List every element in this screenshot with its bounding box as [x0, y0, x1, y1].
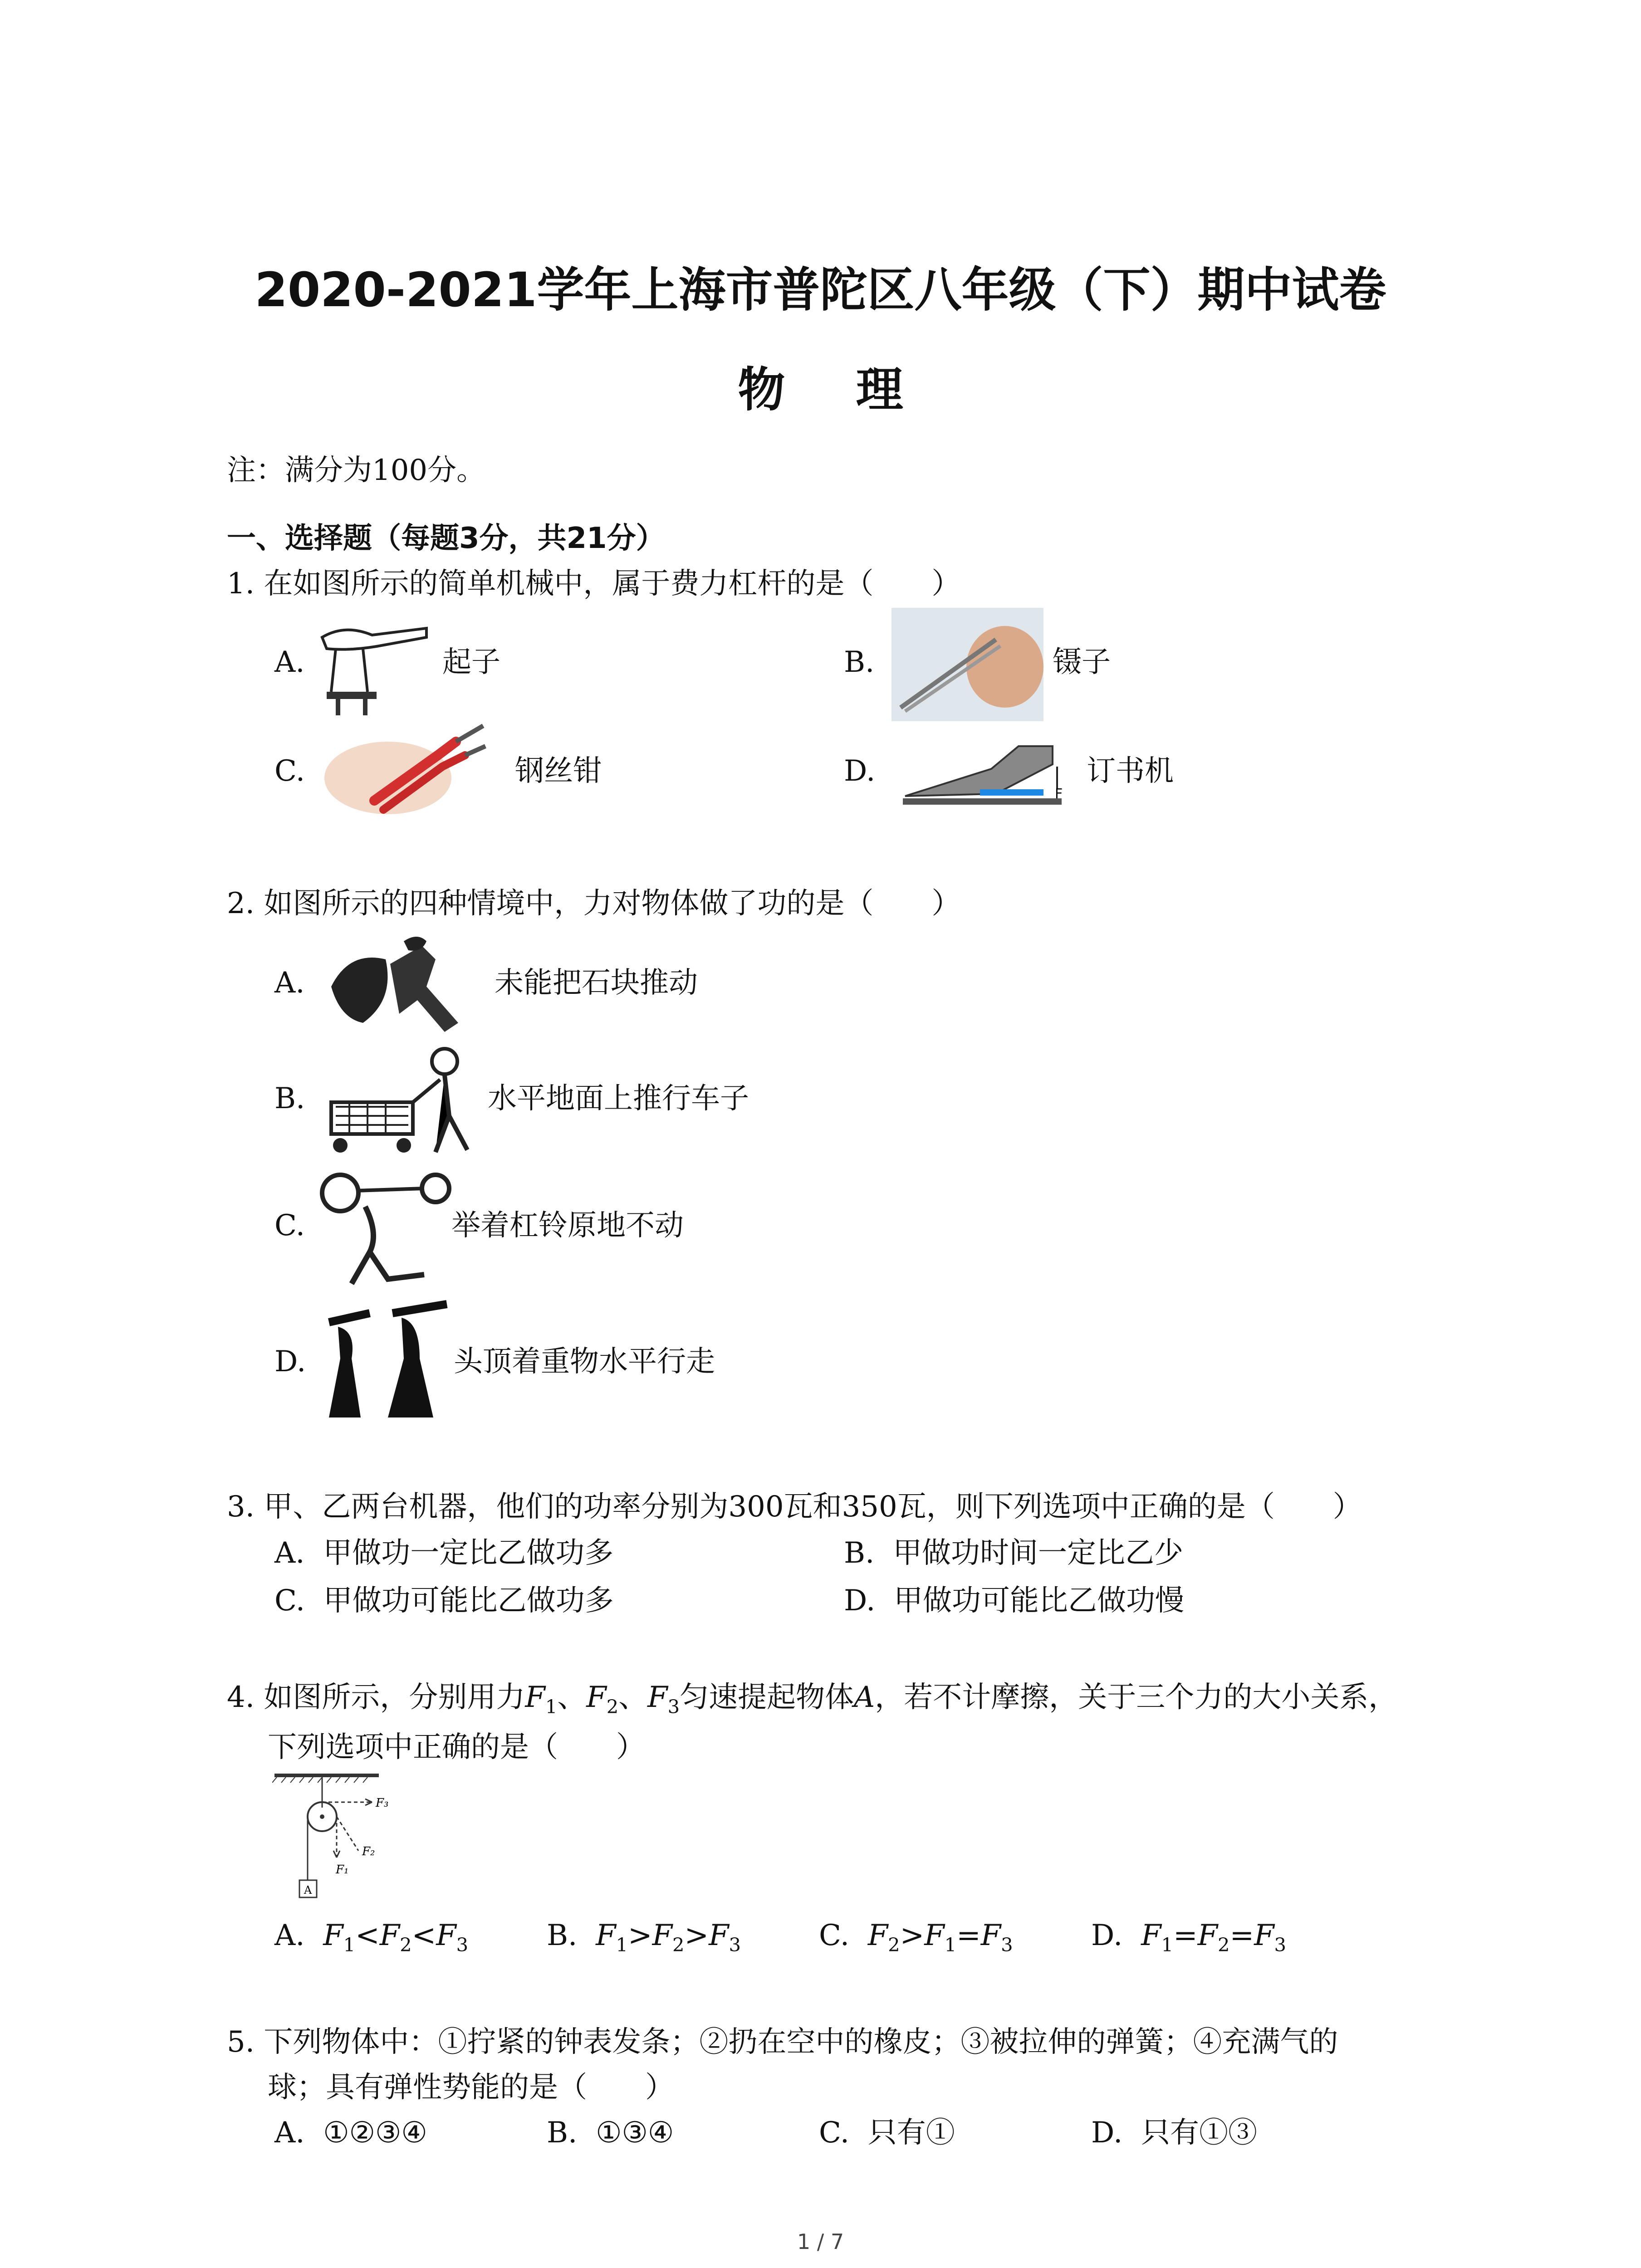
- q5-option-a-text: ①②③④: [323, 2116, 427, 2150]
- exam-title: 2020-2021学年上海市普陀区八年级（下）期中试卷: [255, 262, 1386, 318]
- f2-label: F₂: [362, 1845, 375, 1858]
- stapler-image: [901, 744, 1066, 812]
- q3-option-a-letter: A.: [274, 1536, 305, 1570]
- pushing-rock-image: [322, 932, 490, 1041]
- q5-option-d-text: 只有①③: [1141, 2116, 1258, 2150]
- q3-option-c-text: 甲做功可能比乙做功多: [323, 1584, 614, 1618]
- q2-option-b-letter: B.: [274, 1082, 305, 1115]
- q4-option-a: A. $F_1<F_2<F_3$: [274, 1919, 469, 1956]
- holding-barbell-image: [320, 1161, 456, 1293]
- q3-option-c-letter: C.: [274, 1584, 305, 1618]
- carrying-load-image: [320, 1295, 451, 1422]
- q4-option-b: B. $F_1>F_2>F_3$: [547, 1919, 741, 1956]
- q1-option-d-text: 订书机: [1087, 754, 1174, 788]
- q3-option-b-text: 甲做功时间一定比乙少: [893, 1536, 1184, 1570]
- q5-option-b-letter: B.: [547, 2116, 578, 2150]
- svg-text:F: F: [1055, 786, 1063, 802]
- question-4-stem-line1: 4. 如图所示，分别用力$F_1$、$F_2$、$F_3$匀速提起物体A，若不计摩擦，关于三个力的大小关系，: [227, 1681, 1398, 1718]
- question-3-stem: 3. 甲、乙两台机器，他们的功率分别为300瓦和350瓦，则下列选项中正确的是（ ）: [227, 1490, 1362, 1524]
- q1-option-b-letter: B.: [844, 645, 875, 679]
- q3-option-d-text: 甲做功可能比乙做功慢: [894, 1584, 1185, 1618]
- q3-option-b-letter: B.: [844, 1536, 875, 1570]
- pushing-cart-image: [322, 1043, 485, 1157]
- q1-option-c-text: 钢丝钳: [515, 754, 602, 788]
- q5-option-a-letter: A.: [274, 2116, 305, 2150]
- score-note: 注：满分为100分。: [227, 454, 486, 487]
- q2-option-d-letter: D.: [274, 1345, 306, 1378]
- page-number: 1 / 7: [797, 2229, 844, 2254]
- q2-option-c-letter: C.: [274, 1209, 305, 1242]
- q5-option-b-text: ①③④: [596, 2116, 674, 2150]
- q1-option-a-text: 起子: [442, 645, 500, 679]
- question-2-stem: 2. 如图所示的四种情境中，力对物体做了功的是（ ）: [227, 887, 961, 920]
- q1-option-a-letter: A.: [274, 645, 305, 679]
- bottle-opener-image: [318, 610, 436, 717]
- q4-option-d: D. $F_1=F_2=F_3$: [1091, 1919, 1286, 1956]
- pulley-diagram: [272, 1771, 408, 1907]
- q3-option-a-text: 甲做功一定比乙做功多: [323, 1536, 614, 1570]
- question-5-stem-line2: 球；具有弹性势能的是（ ）: [268, 2071, 674, 2104]
- q4-option-c: C. $F_2>F_1=F_3$: [819, 1919, 1013, 1956]
- q2-option-d-text: 头顶着重物水平行走: [454, 1345, 715, 1378]
- q1-option-b-text: 镊子: [1053, 645, 1111, 679]
- question-1-stem: 1. 在如图所示的简单机械中，属于费力杠杆的是（ ）: [227, 567, 961, 601]
- q2-option-a-text: 未能把石块推动: [495, 966, 698, 1000]
- block-a-label: A: [304, 1884, 312, 1897]
- wire-pliers-image: [320, 723, 488, 821]
- f3-label: F₃: [376, 1796, 389, 1810]
- question-5-stem-line1: 5. 下列物体中：①拧紧的钟表发条；②扔在空中的橡皮；③被拉伸的弹簧；④充满气的: [227, 2025, 1338, 2059]
- q5-option-d-letter: D.: [1091, 2116, 1123, 2150]
- q5-option-c-letter: C.: [819, 2116, 850, 2150]
- q3-option-d-letter: D.: [844, 1584, 876, 1618]
- q2-option-c-text: 举着杠铃原地不动: [451, 1209, 684, 1242]
- tweezers-image: [892, 608, 1043, 721]
- q1-option-c-letter: C.: [274, 754, 305, 788]
- q1-option-d-letter: D.: [844, 754, 876, 788]
- subject-title: 物 理: [738, 362, 931, 417]
- f1-label: F₁: [336, 1863, 349, 1877]
- q2-option-a-letter: A.: [274, 966, 305, 1000]
- question-4-stem-line2: 下列选项中正确的是（ ）: [268, 1730, 645, 1764]
- q2-option-b-text: 水平地面上推行车子: [488, 1082, 749, 1115]
- section-heading: 一、选择题（每题3分，共21分）: [227, 522, 665, 555]
- q5-option-c-text: 只有①: [867, 2116, 955, 2150]
